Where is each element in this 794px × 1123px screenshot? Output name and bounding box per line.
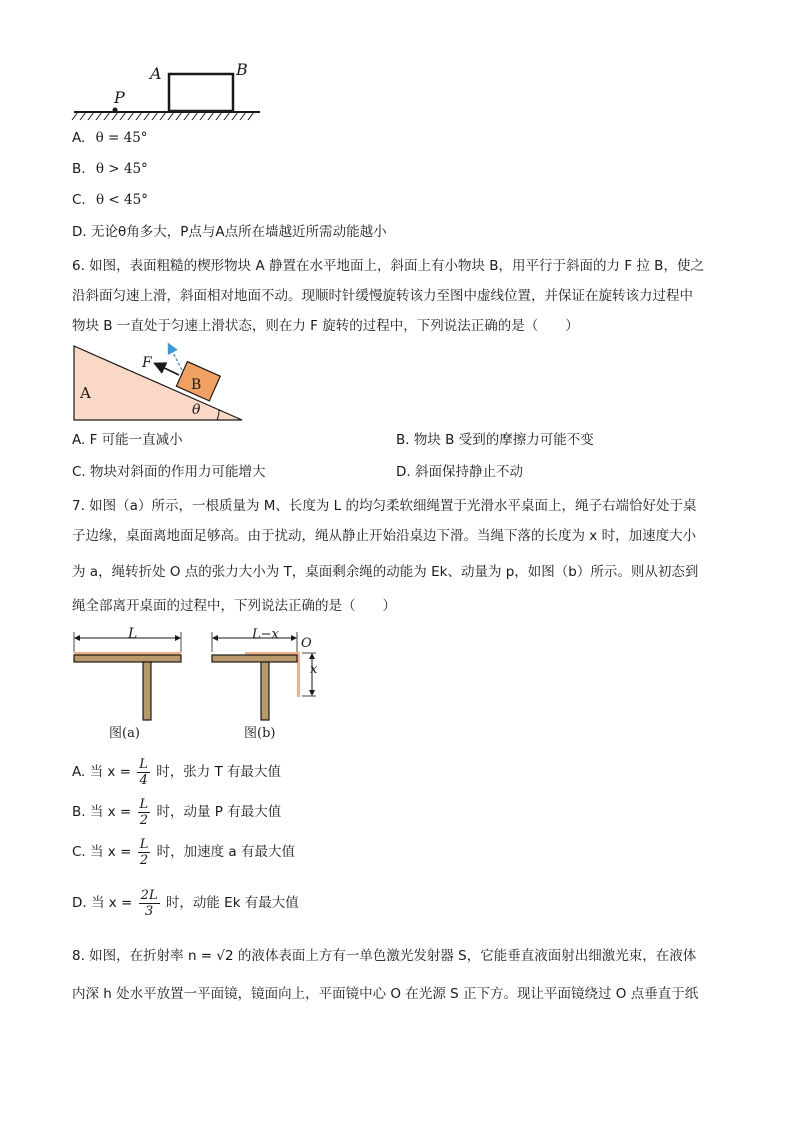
label-F-wedge: F: [142, 355, 152, 371]
q8-stem-line-1: 8. 如图，在折射率 n = √2 的液体表面上方有一单色激光发射器 S，它能垂直液面射出细激光束，在液体: [72, 948, 697, 964]
q7-option-b-fraction: [138, 797, 151, 828]
q5-option-c-text: θ < 45°: [96, 192, 148, 208]
q6-option-a: A. F 可能一直减小: [72, 432, 183, 448]
label-x: x: [310, 662, 318, 677]
q6-stem-line-2: 沿斜面匀速上滑，斜面相对地面不动。现顺时针缓慢旋转该力至图中虚线位置，并保证在旋转该力过程中: [72, 288, 693, 304]
q5-option-a-prefix: A.: [72, 130, 86, 146]
q7-option-d-num: 2L: [140, 887, 158, 903]
label-theta-wedge: θ: [192, 402, 201, 418]
figure-wedge-incline: [72, 342, 246, 424]
q6-option-d: D. 斜面保持静止不动: [396, 464, 523, 480]
q5-option-a-text: θ = 45°: [95, 130, 148, 146]
q7-option-c-pre: C. 当 x =: [72, 844, 132, 860]
q5-option-d: D. 无论θ角多大，P点与A点所在墙越近所需动能越小: [72, 224, 387, 240]
q7-option-b-num: L: [139, 796, 149, 812]
q7-option-b: [72, 794, 281, 830]
q5-option-c-prefix: C.: [72, 192, 86, 208]
label-A-top: A: [150, 64, 162, 83]
q7-option-c-den: 2: [139, 852, 149, 868]
label-B-wedge: B: [191, 377, 202, 393]
q6-option-b: B. 物块 B 受到的摩擦力可能不变: [396, 432, 594, 448]
q7-stem-line-1: 7. 如图（a）所示，一根质量为 M、长度为 L 的均匀柔软细绳置于光滑水平桌面上，绳子右端恰好处于桌: [72, 498, 697, 514]
q7-option-c-post: 时，加速度 a 有最大值: [156, 844, 295, 860]
q7-option-d-den: 3: [144, 903, 154, 919]
caption-figure-a: 图(a): [109, 726, 140, 741]
label-P-top: P: [114, 88, 125, 107]
q7-option-c: [72, 834, 295, 870]
q7-option-a: [72, 754, 281, 790]
q7-option-a-pre: A. 当 x =: [72, 764, 131, 780]
label-A-wedge: A: [80, 384, 91, 402]
q7-stem-line-3: 为 a，绳转折处 O 点的张力大小为 T，桌面剩余绳的动能为 Ek、动量为 p，如图（b）所示。则从初态到: [72, 564, 699, 580]
q7-stem-line-2: 子边缘，桌面离地面足够高。由于扰动，绳从静止开始沿桌边下滑。当绳下落的长度为 x 时，加速度大小: [72, 528, 697, 544]
q7-option-a-fraction: [137, 757, 150, 788]
q5-option-b-prefix: B.: [72, 161, 86, 177]
q7-option-c-num: L: [139, 836, 149, 852]
label-L-minus-x: L−x: [252, 627, 279, 642]
q7-stem-line-4: 绳全部离开桌面的过程中，下列说法正确的是（ ）: [72, 598, 396, 614]
q5-option-b: [72, 159, 148, 179]
q7-option-d-pre: D. 当 x =: [72, 895, 133, 911]
q7-option-d-post: 时，动能 Ek 有最大值: [165, 895, 299, 911]
label-B-top: B: [236, 60, 248, 79]
label-O: O: [301, 636, 312, 651]
q7-option-a-num: L: [139, 756, 148, 772]
q6-option-c: C. 物块对斜面的作用力可能增大: [72, 464, 266, 480]
q6-stem-line-1: 6. 如图，表面粗糙的楔形物块 A 静置在水平地面上，斜面上有小物块 B，用平行于斜面的力 F 拉 B，使之: [72, 258, 704, 274]
q5-option-c: [72, 190, 148, 210]
q7-option-b-post: 时，动量 P 有最大值: [156, 804, 282, 820]
caption-figure-b: 图(b): [244, 726, 276, 741]
q7-option-d: [72, 885, 299, 921]
q7-option-b-pre: B. 当 x =: [72, 804, 132, 820]
q8-stem-line-2: 内深 h 处水平放置一平面镜，镜面向上，平面镜中心 O 在光源 S 正下方。现让平面镜绕过 O 点垂直于纸: [72, 986, 699, 1002]
q7-option-a-post: 时，张力 T 有最大值: [156, 764, 282, 780]
q7-option-a-den: 4: [139, 772, 148, 788]
q7-option-c-fraction: [138, 837, 151, 868]
q5-option-a: [72, 128, 148, 148]
q5-option-b-text: θ > 45°: [95, 161, 148, 177]
q6-stem-line-3: 物块 B 一直处于匀速上滑状态，则在力 F 旋转的过程中，下列说法正确的是（ ）: [72, 318, 579, 334]
label-L-a: L: [128, 626, 138, 642]
q7-option-b-den: 2: [139, 812, 148, 828]
q7-option-d-fraction: [139, 888, 160, 919]
